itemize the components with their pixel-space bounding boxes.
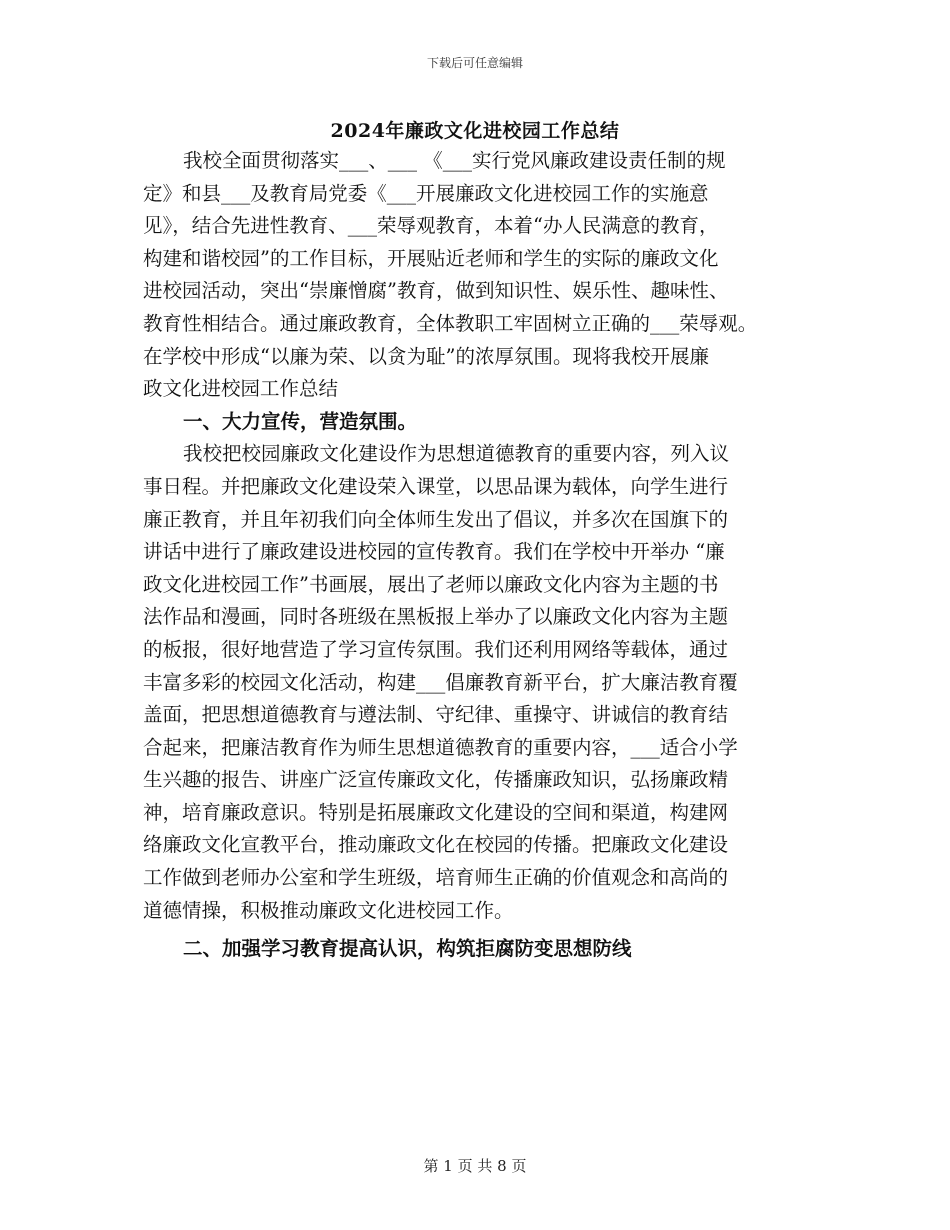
paragraph-line: 廉正教育，并且年初我们向全体师生发出了倡议，并多次在国旗下的 (143, 507, 729, 531)
paragraph-line: 工作做到老师办公室和学生班级，培育师生正确的价值观念和高尚的 (143, 866, 729, 890)
paragraph-line: 生兴趣的报告、讲座广泛宣传廉政文化，传播廉政知识，弘扬廉政精 (143, 768, 729, 792)
header-note: 下载后可任意编辑 (426, 56, 523, 70)
paragraph-line: 讲话中进行了廉政建设进校园的宣传教育。我们在学校中开举办 “廉 (143, 540, 725, 564)
paragraph-line: 我校把校园廉政文化建设作为思想道德教育的重要内容，列入议 (183, 442, 730, 466)
intro-line: 政文化进校园工作总结 (143, 377, 339, 401)
intro-line: 教育性相结合。通过廉政教育，全体教职工牢固树立正确的___荣辱观。 (143, 311, 758, 335)
paragraph-line: 丰富多彩的校园文化活动，构建___倡廉教育新平台，扩大廉洁教育覆 (143, 670, 738, 694)
intro-line: 我校全面贯彻落实___、___ 《___实行党风廉政建设责任制的规 (183, 149, 726, 172)
paragraph-line: 的板报，很好地营造了学习宣传氛围。我们还利用网络等载体，通过 (143, 637, 729, 661)
paragraph-line: 合起来，把廉洁教育作为师生思想道德教育的重要内容，___适合小学 (143, 735, 738, 759)
intro-line: 见》，结合先进性教育、___荣辱观教育，本着“办人民满意的教育， (143, 214, 719, 238)
paragraph-line: 事日程。并把廉政文化建设荣入课堂，以思品课为载体，向学生进行 (143, 474, 729, 498)
paragraph-line: 道德情操，积极推动廉政文化进校园工作。 (143, 898, 514, 922)
paragraph-line: 神，培育廉政意识。特别是拓展廉政文化建设的空间和渠道，构建网 (143, 800, 729, 824)
paragraph-line: 络廉政文化宣教平台，推动廉政文化在校园的传播。把廉政文化建设 (143, 833, 729, 857)
intro-line: 在学校中形成“以廉为荣、以贪为耻”的浓厚氛围。现将我校开展廉 (143, 344, 709, 368)
intro-line: 进校园活动，突出“崇廉憎腐”教育，做到知识性、娱乐性、趣味性、 (143, 279, 729, 303)
page-footer: 第 1 页 共 8 页 (423, 1157, 527, 1175)
document-title: 2024年廉政文化进校园工作总结 (330, 120, 620, 142)
intro-line: 定》和县___及教育局党委《___开展廉政文化进校园工作的实施意 (143, 181, 709, 205)
section-heading: 一、大力宣传，营造氛围。 (183, 409, 418, 433)
paragraph-line: 盖面，把思想道德教育与遵法制、守纪律、重操守、讲诚信的教育结 (143, 703, 729, 727)
paragraph-line: 法作品和漫画，同时各班级在黑板报上举办了以廉政文化内容为主题 (143, 605, 729, 629)
document-body (143, 145, 823, 965)
intro-line: 构建和谐校园”的工作目标，开展贴近老师和学生的实际的廉政文化 (143, 246, 719, 270)
paragraph-line: 政文化进校园工作”书画展，展出了老师以廉政文化内容为主题的书 (143, 572, 719, 596)
section-heading: 二、加强学习教育提高认识，构筑拒腐防变思想防线 (183, 937, 632, 961)
